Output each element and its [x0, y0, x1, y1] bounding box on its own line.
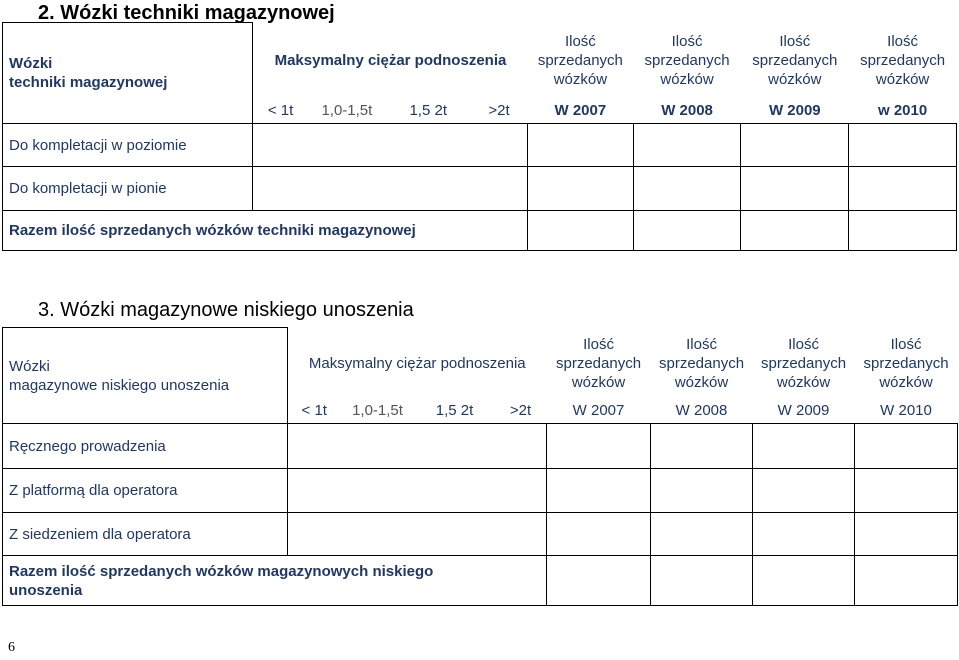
total-cell[interactable] — [633, 211, 741, 251]
qty-header-2007: Ilość sprzedanych wózków — [537, 32, 623, 88]
row-label: Do kompletacji w poziomie — [3, 124, 253, 167]
capacity-cell[interactable] — [253, 124, 528, 167]
capacity-1_5-2: 1,5 2t — [409, 101, 447, 119]
capacity-lt1: < 1t — [301, 402, 327, 420]
capacity-header: Maksymalny ciężar podnoszenia — [274, 51, 507, 69]
year-2010: w 2010 — [877, 101, 928, 119]
capacity-gt2: >2t — [509, 402, 532, 420]
page-number: 6 — [8, 640, 15, 655]
value-cell[interactable] — [547, 513, 651, 556]
value-cell[interactable] — [547, 424, 651, 469]
total-label-line1: Razem ilość sprzedanych wózków magazynowych niskiego — [9, 562, 434, 580]
table-row — [3, 167, 957, 211]
row-label: Z platformą dla operatora — [3, 469, 288, 513]
table-total-row — [3, 211, 957, 251]
qty-header-2007: Ilość sprzedanych wózków — [556, 335, 642, 391]
qty-header-2008: Ilość sprzedanych wózków — [644, 32, 730, 88]
value-cell[interactable] — [855, 469, 958, 513]
capacity-header: Maksymalny ciężar podnoszenia — [308, 354, 526, 372]
value-cell[interactable] — [651, 469, 753, 513]
year-2008: W 2008 — [675, 402, 728, 420]
value-cell[interactable] — [753, 424, 855, 469]
type-header-cell — [3, 23, 253, 124]
row-label: Ręcznego prowadzenia — [3, 424, 288, 469]
capacity-cell[interactable] — [288, 424, 547, 469]
value-cell[interactable] — [528, 167, 634, 211]
total-cell[interactable] — [547, 556, 651, 606]
capacity-cell[interactable] — [253, 167, 528, 211]
capacity-1-1_5: 1,0-1,5t — [321, 101, 373, 119]
value-cell[interactable] — [753, 513, 855, 556]
value-cell[interactable] — [633, 167, 741, 211]
table-header-row — [3, 23, 957, 98]
year-2007: W 2007 — [572, 402, 625, 420]
total-cell[interactable] — [855, 556, 958, 606]
value-cell[interactable] — [849, 167, 957, 211]
capacity-1-1_5: 1,0-1,5t — [352, 402, 403, 420]
value-cell[interactable] — [547, 469, 651, 513]
table-row — [3, 424, 958, 469]
value-cell[interactable] — [528, 124, 634, 167]
total-label: Razem ilość sprzedanych wózków techniki magazynowej — [3, 211, 528, 251]
total-label — [3, 556, 547, 606]
table-row — [3, 469, 958, 513]
value-cell[interactable] — [855, 424, 958, 469]
total-cell[interactable] — [741, 211, 849, 251]
type-header-line1: Wózki — [9, 357, 50, 375]
table-row — [3, 124, 957, 167]
table-section-3 — [2, 327, 958, 606]
capacity-1_5-2: 1,5 2t — [435, 402, 474, 420]
value-cell[interactable] — [855, 513, 958, 556]
year-2009: W 2009 — [777, 402, 830, 420]
value-cell[interactable] — [849, 124, 957, 167]
qty-header-2008: Ilość sprzedanych wózków — [659, 335, 745, 391]
capacity-cell[interactable] — [288, 469, 547, 513]
value-cell[interactable] — [741, 124, 849, 167]
total-cell[interactable] — [651, 556, 753, 606]
qty-header-2010: Ilość sprzedanych wózków — [863, 335, 949, 391]
total-label-line2: unoszenia — [9, 581, 83, 599]
capacity-cell[interactable] — [288, 513, 547, 556]
table-row — [3, 513, 958, 556]
value-cell[interactable] — [753, 469, 855, 513]
value-cell[interactable] — [651, 513, 753, 556]
type-header-line2: techniki magazynowej — [9, 74, 168, 91]
total-cell[interactable] — [753, 556, 855, 606]
year-2007: W 2007 — [554, 101, 607, 119]
year-2009: W 2009 — [768, 101, 821, 119]
year-2010: W 2010 — [880, 402, 932, 420]
total-cell[interactable] — [528, 211, 634, 251]
row-label: Z siedzeniem dla operatora — [3, 513, 288, 556]
year-2008: W 2008 — [661, 101, 713, 119]
table-section-2 — [2, 22, 957, 251]
qty-header-2009: Ilość sprzedanych wózków — [761, 335, 847, 391]
qty-header-2009: Ilość sprzedanych wózków — [752, 32, 838, 88]
total-cell[interactable] — [849, 211, 957, 251]
value-cell[interactable] — [741, 167, 849, 211]
section-2-title: 2. Wózki techniki magazynowej — [38, 2, 335, 24]
section-3-title: 3. Wózki magazynowe niskiego unoszenia — [38, 299, 414, 321]
type-header-line1: Wózki — [9, 55, 53, 72]
value-cell[interactable] — [651, 424, 753, 469]
qty-header-2010: Ilość sprzedanych wózków — [860, 32, 946, 88]
table-header-row — [3, 328, 958, 399]
capacity-lt1: < 1t — [267, 101, 294, 119]
type-header-cell — [3, 328, 288, 424]
table-total-row — [3, 556, 958, 606]
capacity-gt2: >2t — [488, 101, 510, 119]
row-label: Do kompletacji w pionie — [3, 167, 253, 211]
value-cell[interactable] — [633, 124, 741, 167]
type-header-line2: magazynowe niskiego unoszenia — [9, 376, 230, 394]
